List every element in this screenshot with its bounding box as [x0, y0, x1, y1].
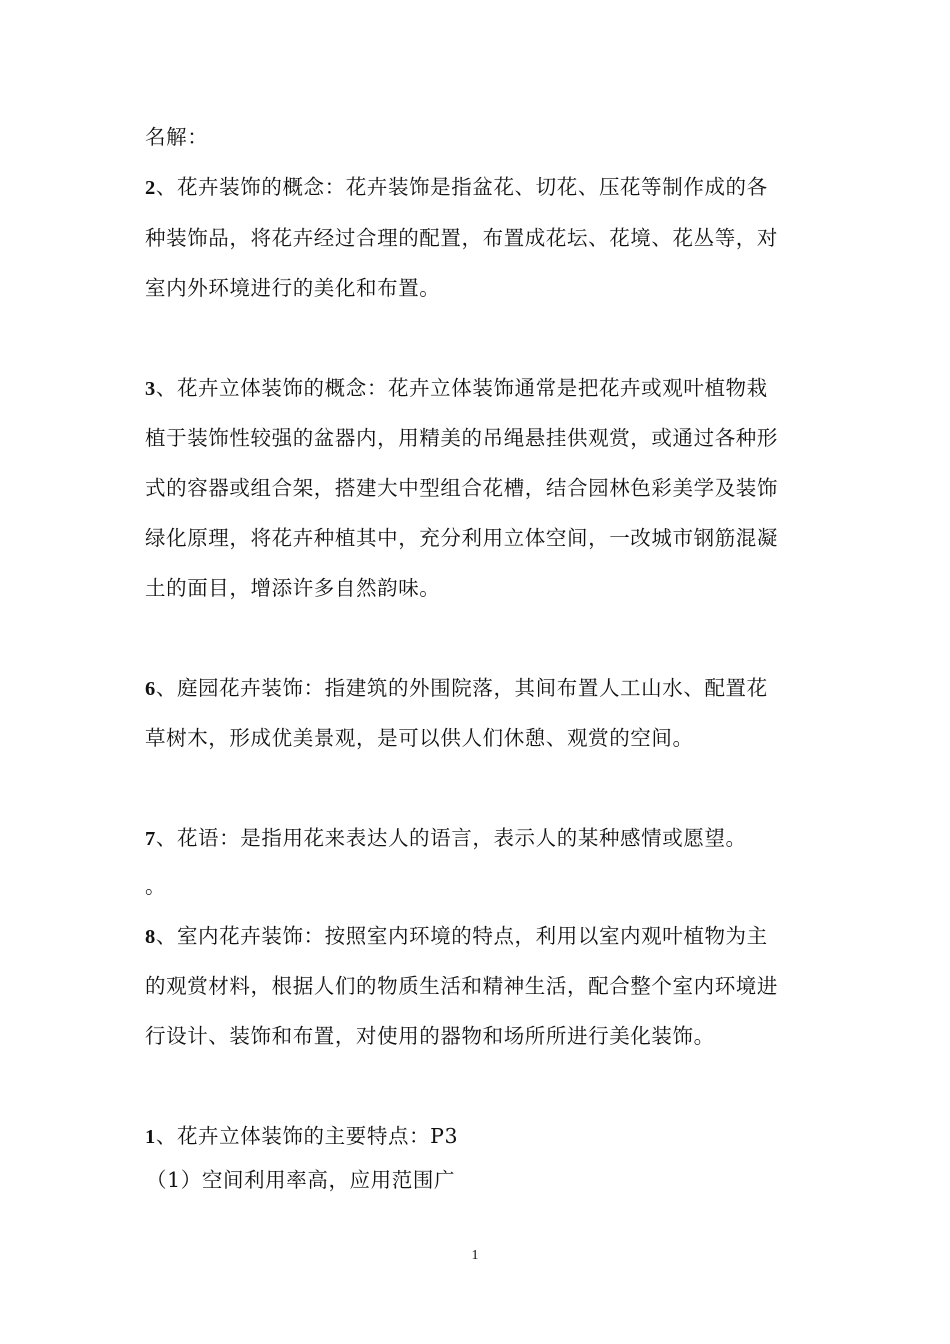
paragraph-line: 植于装饰性较强的盆器内，用精美的吊绳悬挂供观赏，或通过各种形 [145, 426, 778, 450]
paragraph-line: 草树木，形成优美景观，是可以供人们休憩、观赏的空间。 [145, 726, 694, 750]
paragraph-line: 1、花卉立体装饰的主要特点：P3 [145, 1124, 459, 1148]
paragraph-line: 行设计、装饰和布置，对使用的器物和场所所进行美化装饰。 [145, 1024, 715, 1048]
paragraph-line: 种装饰品，将花卉经过合理的配置，布置成花坛、花境、花丛等，对 [145, 226, 778, 250]
page-number: 1 [471, 1248, 479, 1263]
paragraph-line: 式的容器或组合架，搭建大中型组合花槽，结合园林色彩美学及装饰 [145, 476, 778, 500]
paragraph-line: 室内外环境进行的美化和布置。 [145, 276, 441, 300]
paragraph-line: 7、花语：是指用花来表达人的语言，表示人的某种感情或愿望。 [145, 826, 747, 850]
item-number: 7 [145, 828, 156, 850]
item-number: 2 [145, 177, 156, 199]
paragraph-line: 2、花卉装饰的概念：花卉装饰是指盆花、切花、压花等制作成的各 [145, 175, 768, 199]
sub-item-line: （1）空间利用率高，应用范围广 [146, 1168, 456, 1192]
section-heading: 名解： [145, 125, 209, 149]
stray-punctuation: 。 [145, 874, 167, 898]
paragraph-line: 3、花卉立体装饰的概念：花卉立体装饰通常是把花卉或观叶植物栽 [145, 376, 768, 400]
item-number: 3 [145, 378, 156, 400]
paragraph-line: 土的面目，增添许多自然韵味。 [145, 576, 441, 600]
item-number: 6 [145, 678, 156, 700]
item-number: 1 [145, 1126, 156, 1148]
paragraph-line: 6、庭园花卉装饰：指建筑的外围院落，其间布置人工山水、配置花 [145, 676, 768, 700]
paragraph-line: 8、室内花卉装饰：按照室内环境的特点，利用以室内观叶植物为主 [145, 924, 768, 948]
paragraph-line: 绿化原理，将花卉种植其中，充分利用立体空间，一改城市钢筋混凝 [145, 526, 778, 550]
item-number: 8 [145, 926, 156, 948]
paragraph-line: 的观赏材料，根据人们的物质生活和精神生活，配合整个室内环境进 [145, 974, 778, 998]
